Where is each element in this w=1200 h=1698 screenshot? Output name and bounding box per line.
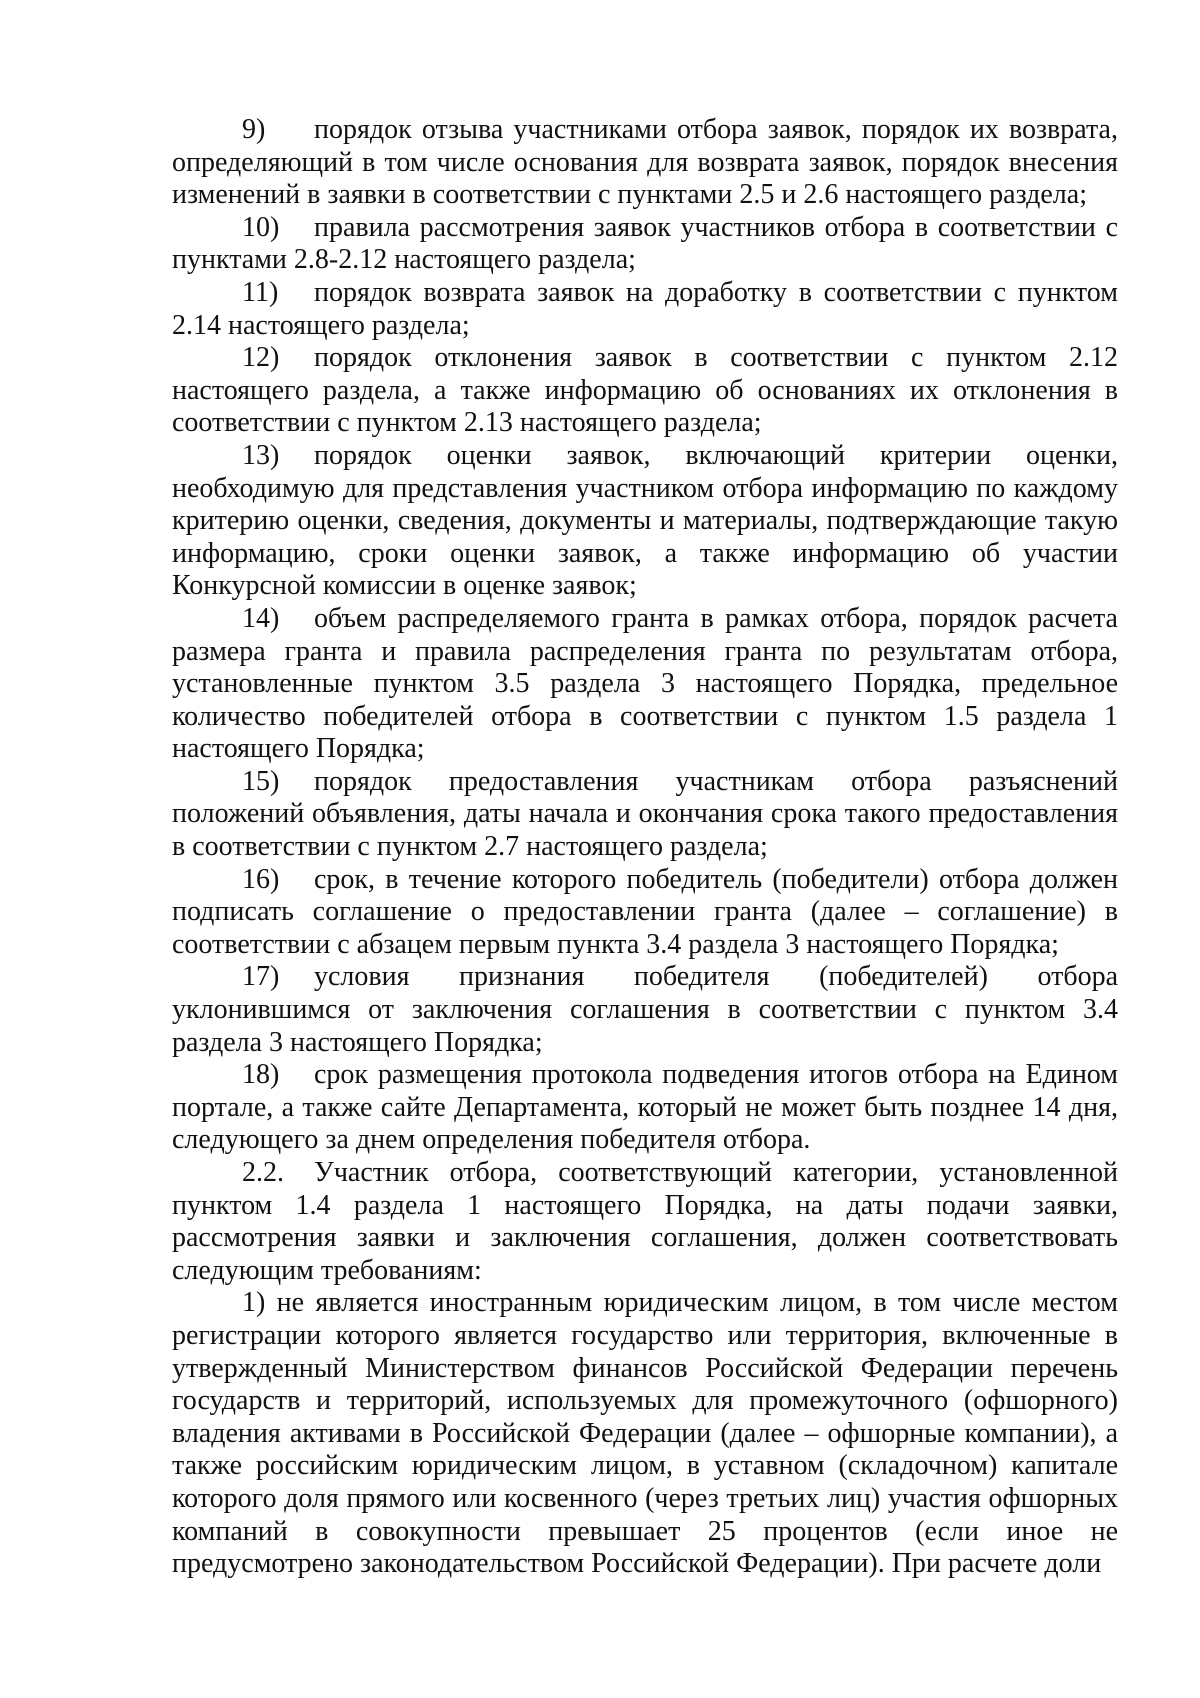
- item-number: 18): [242, 1059, 280, 1091]
- list-item-13: [172, 440, 1118, 603]
- item-text: порядок предоставления участникам отбора разъяснений положений объявления, даты начала и окончания срока такого предоставления в соответствии с пунктом 2.7 настоящего раздела;: [172, 765, 1118, 863]
- list-item-16: [172, 864, 1118, 962]
- list-item-9: [172, 114, 1118, 212]
- list-item-17: [172, 961, 1118, 1059]
- item-number: 17): [242, 961, 280, 993]
- item-text: условия признания победителя (победителей) отбора уклонившимся от заключения соглашения в соответствии с пунктом 3.4 раздела 3 настоящего Порядка;: [172, 961, 1118, 1058]
- item-number: 12): [242, 342, 280, 374]
- item-text: порядок оценки заявок, включающий критерии оценки, необходимую для представления участником отбора информацию по каждому критерию оценки, сведения, документы и материалы, подтверждающие такую информацию, сроки оценки заявок, а также информацию об участии Конкурсной комиссии в оценке заявок;: [172, 439, 1118, 602]
- list-item-11: [172, 277, 1118, 342]
- item-text: порядок отзыва участниками отбора заявок, порядок их возврата, определяющий в том числе основания для возврата заявок, порядок внесения изменений в заявки в соответствии с пунктами 2.5 и 2.6 настоящего раздела;: [172, 114, 1118, 211]
- item-number: 11): [242, 276, 279, 308]
- item-text: порядок возврата заявок на доработку в соответствии с пунктом 2.14 настоящего раздела;: [172, 276, 1118, 341]
- list-item-10: [172, 212, 1118, 277]
- item-text: правила рассмотрения заявок участников отбора в соответствии с пунктами 2.8-2.12 настоящего раздела;: [172, 211, 1118, 276]
- list-item-15: [172, 766, 1118, 864]
- item-number: 13): [242, 439, 280, 471]
- item-text: не является иностранным юридическим лицом, в том числе местом регистрации которого является государство или территория, включенные в утвержденный Министерством финансов Российской Федерации перечень государств и территорий, используемых для промежуточного (офшорного) владения активами в Российской Федерации (далее – офшорные компании), а также российским юридическим лицом, в уставном (складочном) капитале которого доля прямого или косвенного (через третьих лиц) участия офшорных компаний в совокупности превышает 25 процентов (если иное не предусмотрено законодательством Российской Федерации). При расчете доли: [172, 1287, 1118, 1580]
- list-item-18: [172, 1059, 1118, 1157]
- item-number: 16): [242, 863, 280, 895]
- item-number: 9): [242, 114, 266, 145]
- list-item-12: [172, 342, 1118, 440]
- item-number: 15): [242, 765, 280, 797]
- section-2-2: [172, 1157, 1118, 1287]
- requirement-item-1: [172, 1287, 1118, 1580]
- list-item-14: [172, 603, 1118, 766]
- section-text: Участник отбора, соответствующий категории, установленной пунктом 1.4 раздела 1 настоящего Порядка, на даты подачи заявки, рассмотрения заявки и заключения соглашения, должен соответствовать следующим требованиям:: [172, 1157, 1118, 1286]
- document-page: [172, 114, 1118, 1581]
- item-text: объем распределяемого гранта в рамках отбора, порядок расчета размера гранта и правила распределения гранта по результатам отбора, установленные пунктом 3.5 раздела 3 настоящего Порядка, предельное количество победителей отбора в соответствии с пунктом 1.5 раздела 1 настоящего Порядка;: [172, 602, 1118, 765]
- item-number: 1): [242, 1287, 266, 1319]
- item-text: порядок отклонения заявок в соответствии с пунктом 2.12 настоящего раздела, а также информацию об основаниях их отклонения в соответствии с пунктом 2.13 настоящего раздела;: [172, 342, 1118, 439]
- item-number: 10): [242, 211, 280, 243]
- section-number: 2.2.: [242, 1157, 284, 1188]
- item-number: 14): [242, 602, 280, 634]
- item-text: срок, в течение которого победитель (победители) отбора должен подписать соглашение о предоставлении гранта (далее – соглашение) в соответствии с абзацем первым пункта 3.4 раздела 3 настоящего Порядка;: [172, 863, 1118, 960]
- item-text: срок размещения протокола подведения итогов отбора на Едином портале, а также сайте Департамента, который не может быть позднее 14 дня, следующего за днем определения победителя отбора.: [172, 1059, 1118, 1156]
